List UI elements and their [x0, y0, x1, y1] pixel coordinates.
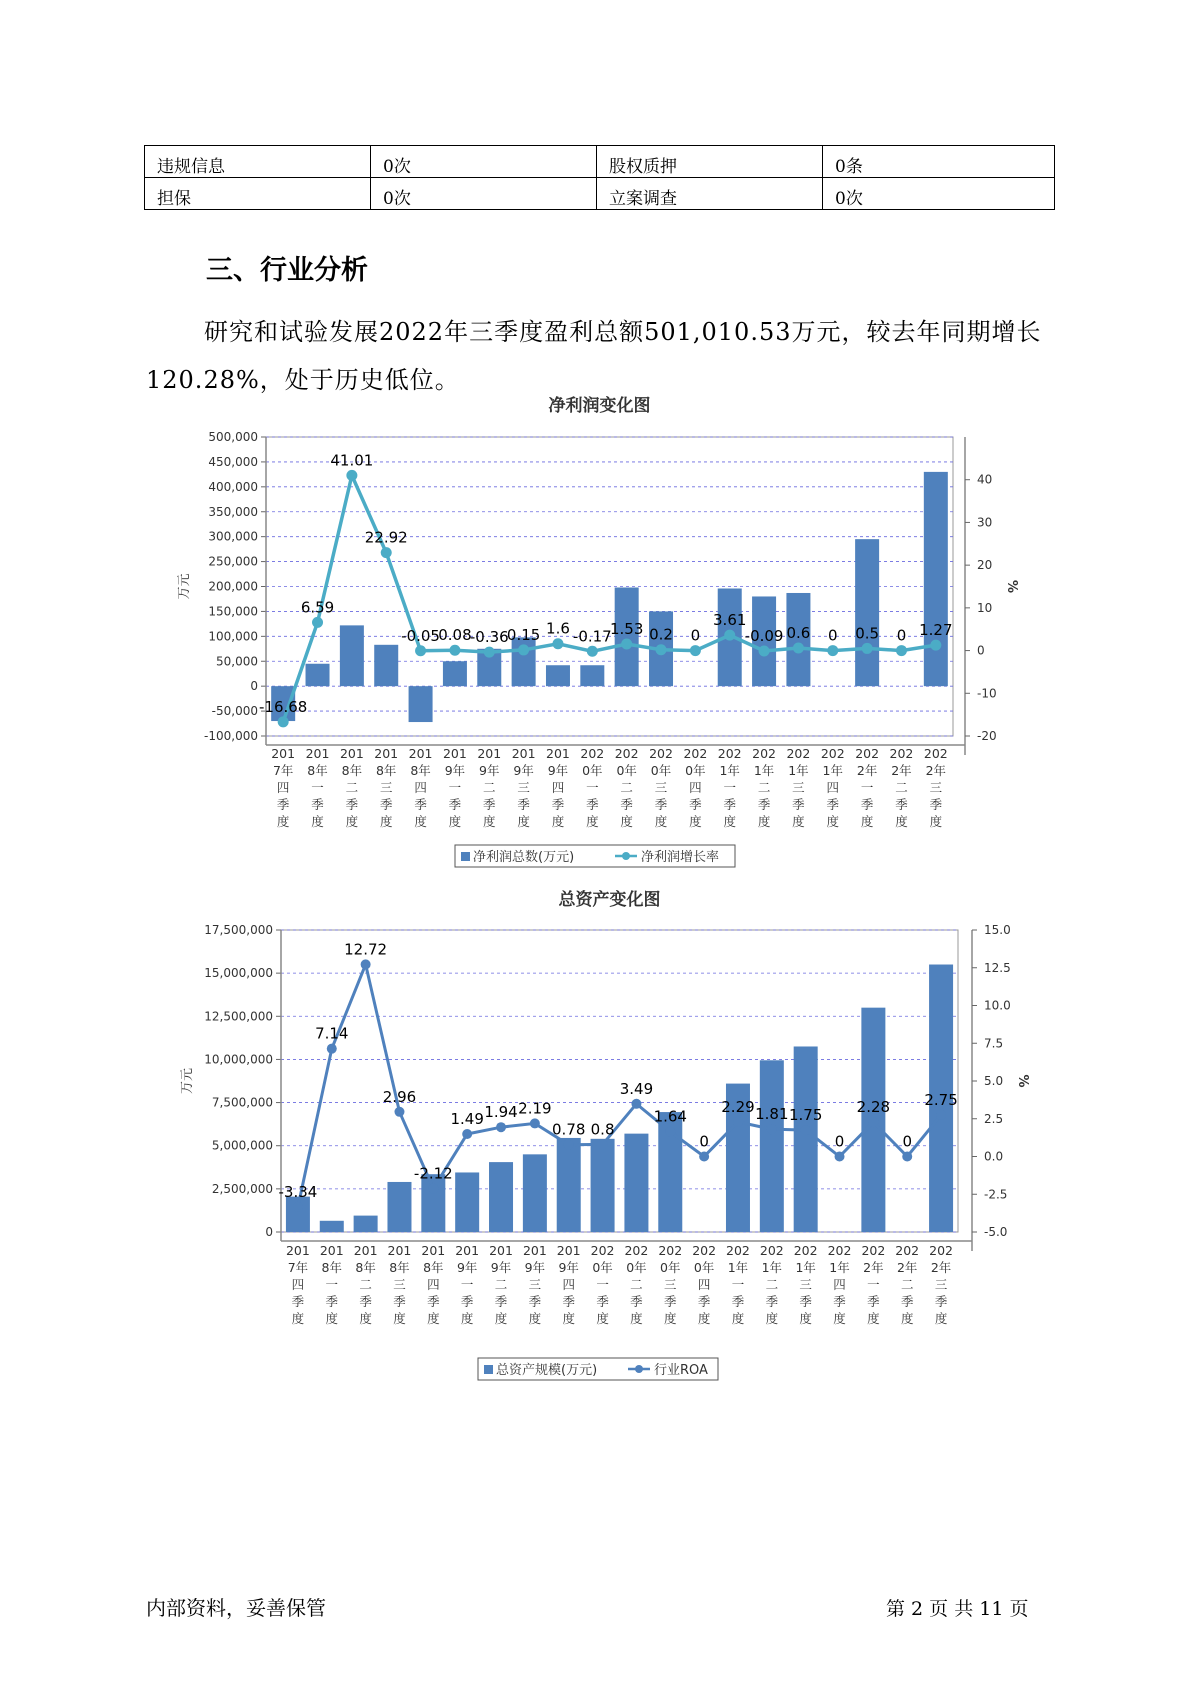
- y2-axis-label: %: [1004, 579, 1019, 594]
- bar: [455, 1172, 479, 1232]
- y-tick-label: -50,000: [211, 704, 258, 719]
- line-point: [293, 1202, 303, 1212]
- line-point: [827, 645, 838, 656]
- x-tick-label: 202 1年三季度: [786, 746, 811, 829]
- legend-bar-swatch: [484, 1365, 493, 1374]
- x-tick-label: 202 1年二季度: [759, 1243, 784, 1326]
- line-point: [793, 643, 804, 654]
- chart-title: 净利润变化图: [548, 396, 651, 416]
- x-tick-label: 202 2年一季度: [861, 1243, 886, 1326]
- data-label: 1.64: [653, 1107, 687, 1126]
- table-cell: 股权质押: [597, 146, 823, 178]
- legend-item: 净利润增长率: [641, 850, 720, 865]
- x-tick-label: 202 1年一季度: [726, 1243, 750, 1326]
- line-point: [449, 645, 460, 656]
- x-tick-label: 201 7年四季度: [271, 746, 296, 829]
- bar: [354, 1216, 378, 1232]
- net-profit-chart: [0, 396, 1191, 875]
- data-label: 0.08: [438, 626, 472, 645]
- bar: [409, 686, 433, 722]
- line-point: [835, 1152, 845, 1162]
- line-point: [936, 1110, 946, 1120]
- data-label: 0: [699, 1132, 709, 1151]
- y2-tick-label: 0: [977, 643, 985, 658]
- data-label: -3.34: [278, 1182, 318, 1201]
- x-tick-label: 202 1年三季度: [793, 1243, 818, 1326]
- line-point: [381, 547, 392, 558]
- legend-line-marker: [622, 852, 630, 860]
- y2-axis-label: %: [1015, 1074, 1030, 1088]
- line-point: [518, 644, 529, 655]
- table-cell: 0次: [371, 146, 597, 178]
- data-label: 1.6: [546, 619, 570, 638]
- x-tick-label: 201 8年一季度: [319, 1243, 344, 1326]
- data-label: 7.14: [315, 1024, 349, 1043]
- data-label: -0.36: [469, 628, 509, 647]
- line-point: [896, 645, 907, 656]
- y2-tick-label: -5.0: [984, 1225, 1008, 1239]
- y-axis-label: 万元: [177, 573, 192, 600]
- table-cell: 0条: [823, 146, 1055, 178]
- data-label: 0: [834, 1132, 845, 1151]
- y2-tick-label: -2.5: [984, 1187, 1008, 1202]
- y2-tick-label: 7.5: [984, 1036, 1004, 1051]
- data-label: -0.17: [572, 627, 612, 646]
- x-tick-label: 201 8年三季度: [387, 1243, 412, 1326]
- line-point: [724, 630, 735, 641]
- data-label: 0.78: [552, 1120, 586, 1139]
- data-label: -16.68: [258, 697, 308, 716]
- x-tick-label: 201 8年四季度: [408, 746, 433, 829]
- x-tick-label: 201 9年三季度: [522, 1243, 547, 1326]
- x-tick-label: 202 0年一季度: [580, 746, 605, 829]
- y-tick-label: 350,000: [208, 504, 258, 519]
- x-tick-label: 201 9年四季度: [556, 1243, 581, 1326]
- line-point: [733, 1117, 743, 1127]
- data-label: 1.53: [609, 620, 644, 639]
- y-tick-label: 450,000: [208, 454, 258, 469]
- data-label: 41.01: [330, 451, 374, 470]
- data-label: 0: [896, 626, 907, 645]
- x-tick-label: 202 0年二季度: [614, 746, 639, 829]
- analysis-paragraph: 研究和试验发展2022年三季度盈利总额501,010.53万元，较去年同期增长120.28%，处于历史低位。: [146, 318, 1042, 394]
- x-tick-label: 201 8年一季度: [305, 746, 330, 829]
- line-point: [361, 959, 371, 969]
- x-tick-label: 202 2年三季度: [929, 1243, 954, 1326]
- data-label: 6.59: [300, 598, 335, 617]
- x-tick-label: 201 9年三季度: [511, 746, 536, 829]
- x-tick-label: 202 1年一季度: [717, 746, 742, 829]
- data-label: 0: [902, 1132, 912, 1151]
- data-label: 0.15: [506, 625, 541, 644]
- bar: [340, 625, 364, 686]
- line-point: [631, 1099, 641, 1109]
- y-tick-label: 200,000: [208, 579, 258, 594]
- data-label: 2.28: [856, 1098, 891, 1117]
- y-tick-label: 150,000: [208, 604, 258, 619]
- x-tick-label: 202 2年三季度: [923, 746, 948, 829]
- line-point: [930, 640, 941, 651]
- data-label: 0.5: [855, 624, 880, 643]
- bar: [624, 1134, 648, 1232]
- legend-item: 净利润总数(万元): [473, 850, 575, 865]
- y-tick-label: 7,500,000: [211, 1095, 273, 1110]
- table-cell: 立案调查: [597, 178, 823, 210]
- line-point: [862, 643, 873, 654]
- line-point: [621, 639, 632, 650]
- x-tick-label: 201 8年三季度: [374, 746, 399, 829]
- bar: [924, 472, 948, 686]
- x-tick-label: 202 2年二季度: [895, 1243, 920, 1326]
- line-point: [484, 647, 495, 658]
- y-tick-label: 12,500,000: [204, 1009, 273, 1024]
- y2-tick-label: 10.0: [984, 998, 1011, 1013]
- data-label: 3.49: [619, 1079, 654, 1098]
- table-cell: 违规信息: [145, 146, 371, 178]
- x-tick-label: 202 0年四季度: [683, 746, 708, 829]
- x-tick-label: 201 9年一季度: [442, 746, 467, 829]
- bar: [374, 645, 398, 686]
- line-point: [564, 1140, 574, 1150]
- data-label: 2.29: [721, 1097, 755, 1116]
- line-point: [801, 1125, 811, 1135]
- bar: [760, 1060, 784, 1232]
- line-point: [759, 645, 770, 656]
- data-label: 0: [828, 626, 838, 645]
- y2-tick-label: 0.0: [984, 1149, 1004, 1164]
- line-point: [462, 1129, 472, 1139]
- chart-title: 总资产变化图: [558, 890, 661, 910]
- x-tick-label: 201 9年二季度: [489, 1243, 513, 1326]
- page-number: 第 2 页 共 11 页: [886, 1598, 1029, 1620]
- data-label: 22.92: [364, 528, 408, 547]
- y-tick-label: 50,000: [216, 654, 258, 669]
- y-tick-label: 300,000: [208, 529, 258, 544]
- line-point: [656, 644, 667, 655]
- bar: [557, 1138, 581, 1232]
- x-tick-label: 201 8年四季度: [421, 1243, 446, 1326]
- bar: [443, 661, 467, 686]
- line-point: [312, 617, 323, 628]
- line-point: [598, 1139, 608, 1149]
- x-tick-label: 202 0年四季度: [692, 1243, 717, 1326]
- line-point: [665, 1127, 675, 1137]
- bar: [421, 1174, 445, 1232]
- bar: [523, 1154, 547, 1232]
- x-tick-label: 202 2年二季度: [889, 746, 914, 829]
- line-point: [699, 1152, 709, 1162]
- legend-line-marker: [635, 1365, 643, 1373]
- data-label: 2.75: [924, 1090, 958, 1109]
- y-tick-label: 100,000: [208, 629, 258, 644]
- x-tick-label: 201 9年四季度: [546, 746, 570, 829]
- line-point: [902, 1152, 912, 1162]
- data-label: 2.96: [382, 1087, 417, 1106]
- x-tick-label: 202 1年二季度: [752, 746, 777, 829]
- data-label: 1.49: [450, 1110, 484, 1129]
- bar: [591, 1139, 615, 1232]
- line-point: [552, 638, 563, 649]
- line-point: [278, 716, 289, 727]
- x-tick-label: 202 0年三季度: [658, 1243, 683, 1326]
- x-tick-label: 201 9年一季度: [455, 1243, 480, 1326]
- data-label: -2.12: [413, 1164, 453, 1183]
- data-label: 1.94: [484, 1103, 518, 1122]
- table-cell: 0次: [371, 178, 597, 210]
- bar: [794, 1046, 818, 1232]
- section-title: 三、行业分析: [206, 255, 368, 286]
- table-row: [145, 146, 1055, 178]
- data-label: 3.61: [713, 611, 747, 630]
- data-label: 0.6: [786, 624, 811, 643]
- y2-tick-label: 15.0: [984, 923, 1011, 937]
- line-point: [415, 645, 426, 656]
- line-point: [327, 1044, 337, 1054]
- y2-tick-label: 12.5: [984, 960, 1011, 975]
- line-point: [428, 1184, 438, 1194]
- y-tick-label: 0: [265, 1225, 273, 1239]
- y-axis-label: 万元: [180, 1067, 195, 1095]
- bar: [489, 1162, 513, 1232]
- x-tick-label: 202 1年四季度: [820, 746, 845, 829]
- legend-item: 总资产规模(万元): [496, 1363, 598, 1378]
- x-tick-label: 202 0年一季度: [590, 1243, 615, 1326]
- data-label: -0.09: [744, 626, 784, 645]
- data-label: 12.72: [344, 940, 388, 959]
- line-point: [868, 1117, 878, 1127]
- bar: [306, 664, 330, 686]
- table-cell: 0次: [823, 178, 1055, 210]
- y-tick-label: 2,500,000: [211, 1181, 273, 1196]
- footer-note: 内部资料，妥善保管: [146, 1596, 326, 1620]
- line-point: [530, 1118, 540, 1128]
- y-tick-label: 500,000: [208, 430, 258, 444]
- x-tick-label: 201 7年四季度: [285, 1243, 310, 1326]
- table-row: [145, 178, 1055, 210]
- line-point: [346, 470, 357, 481]
- data-label: 1.27: [919, 621, 953, 640]
- data-label: 0.8: [590, 1120, 615, 1139]
- y-tick-label: -100,000: [204, 729, 258, 743]
- bar: [546, 665, 570, 686]
- line-point: [587, 646, 598, 657]
- bar: [320, 1221, 344, 1232]
- legend-item: 行业ROA: [654, 1363, 708, 1378]
- y2-tick-label: 20: [977, 558, 993, 573]
- table-cell: 担保: [145, 178, 371, 210]
- x-tick-label: 202 2年一季度: [855, 746, 880, 829]
- y2-tick-label: 10: [977, 600, 993, 615]
- x-tick-label: 202 0年三季度: [649, 746, 673, 829]
- line-point: [690, 645, 701, 656]
- y2-tick-label: 30: [977, 515, 993, 530]
- y2-tick-label: -10: [977, 686, 997, 701]
- y-tick-label: 5,000,000: [211, 1138, 273, 1153]
- x-tick-label: 201 8年二季度: [353, 1243, 378, 1326]
- line-point: [394, 1107, 404, 1117]
- y2-tick-label: -20: [977, 729, 997, 743]
- x-tick-label: 202 0年二季度: [624, 1243, 649, 1326]
- y-tick-label: 15,000,000: [204, 966, 273, 981]
- line-point: [767, 1124, 777, 1134]
- total-assets-chart: [0, 890, 1191, 1385]
- bar: [855, 539, 879, 686]
- data-label: 2.19: [518, 1099, 552, 1118]
- x-tick-label: 202 1年四季度: [827, 1243, 852, 1326]
- y2-tick-label: 2.5: [984, 1111, 1004, 1126]
- y2-tick-label: 40: [977, 472, 993, 487]
- legend-bar-swatch: [461, 852, 470, 861]
- data-label: 1.81: [755, 1105, 789, 1124]
- bar: [580, 665, 604, 686]
- y-tick-label: 0: [250, 679, 258, 694]
- y-tick-label: 400,000: [208, 479, 258, 494]
- data-label: 0.2: [649, 625, 673, 644]
- bar: [387, 1182, 411, 1232]
- data-label: 1.75: [788, 1106, 823, 1125]
- data-label: -0.05: [401, 626, 440, 645]
- data-label: 0: [690, 626, 701, 645]
- y-tick-label: 10,000,000: [204, 1052, 273, 1067]
- line-point: [496, 1122, 506, 1132]
- x-tick-label: 201 9年二季度: [477, 746, 502, 829]
- y-tick-label: 250,000: [208, 554, 258, 569]
- y2-tick-label: 5.0: [984, 1074, 1004, 1088]
- y-tick-label: 17,500,000: [204, 923, 273, 937]
- info-table: [144, 145, 1055, 210]
- x-tick-label: 201 8年二季度: [339, 746, 364, 829]
